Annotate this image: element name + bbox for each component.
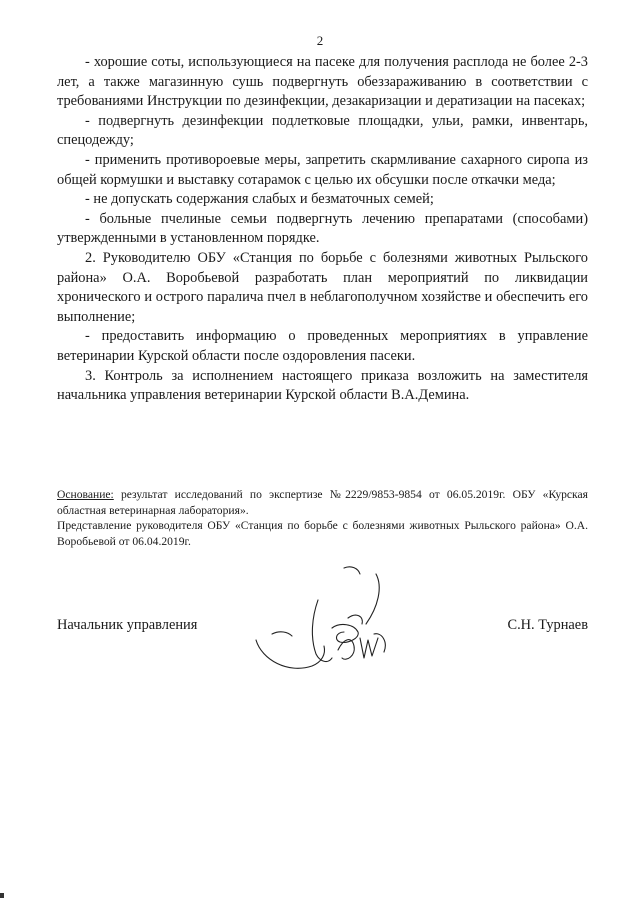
representation-line: Представление руководителя ОБУ «Станция по борьбе с болезнями животных Рыльского района» О.А. Воробьевой от 06.04.2019г.	[57, 519, 588, 548]
paragraph: - применить противороевые меры, запретить скармливание сахарного сиропа из общей кормушки и выставку сотарамок с целью их обсушки после откачки меда;	[57, 151, 588, 188]
paragraph: 2. Руководителю ОБУ «Станция по борьбе с болезнями животных Рыльского района» О.А. Воробьевой разработать план мероприятий по ликвидации хронического и острого паралича пчел в неблагополучном хозяйстве и обеспечить его выполнение;	[57, 249, 588, 325]
paragraph: - хорошие соты, использующиеся на пасеке для получения расплода не более 2-3 лет, а также магазинную сушь подвергнуть обеззараживанию в соответствии с требованиями Инструкции по дезинфекции, дезакаризации и дератизации на пасеках;	[57, 54, 588, 110]
handwritten-signature	[248, 562, 398, 682]
order-body	[57, 53, 588, 406]
basis-block	[57, 487, 588, 549]
signer-position: Начальник управления	[57, 617, 198, 633]
scan-mark	[0, 893, 4, 898]
signer-name: С.Н. Турнаев	[507, 617, 588, 633]
basis-line	[57, 487, 588, 518]
basis-label: Основание:	[57, 488, 114, 501]
basis-text: результат исследований по экспертизе №2229/9853-9854 от 06.05.2019г. ОБУ «Курская областная ветеринарная лаборатория».	[57, 488, 588, 517]
paragraph: - не допускать содержания слабых и безматочных семей;	[85, 191, 434, 208]
paragraph: - предоставить информацию о проведенных мероприятиях в управление ветеринарии Курской области после оздоровления пасеки.	[57, 328, 588, 364]
paragraph: - подвергнуть дезинфекции подлетковые площадки, ульи, рамки, инвентарь, спецодежду;	[57, 112, 588, 149]
paragraph: 3. Контроль за исполнением настоящего приказа возложить на заместителя начальника управления ветеринарии Курской области В.А.Демина.	[57, 367, 588, 404]
page-number: 2	[316, 33, 324, 48]
paragraph: - больные пчелиные семьи подвергнуть лечению препаратами (способами) утвержденными в установленном порядке.	[57, 210, 588, 247]
